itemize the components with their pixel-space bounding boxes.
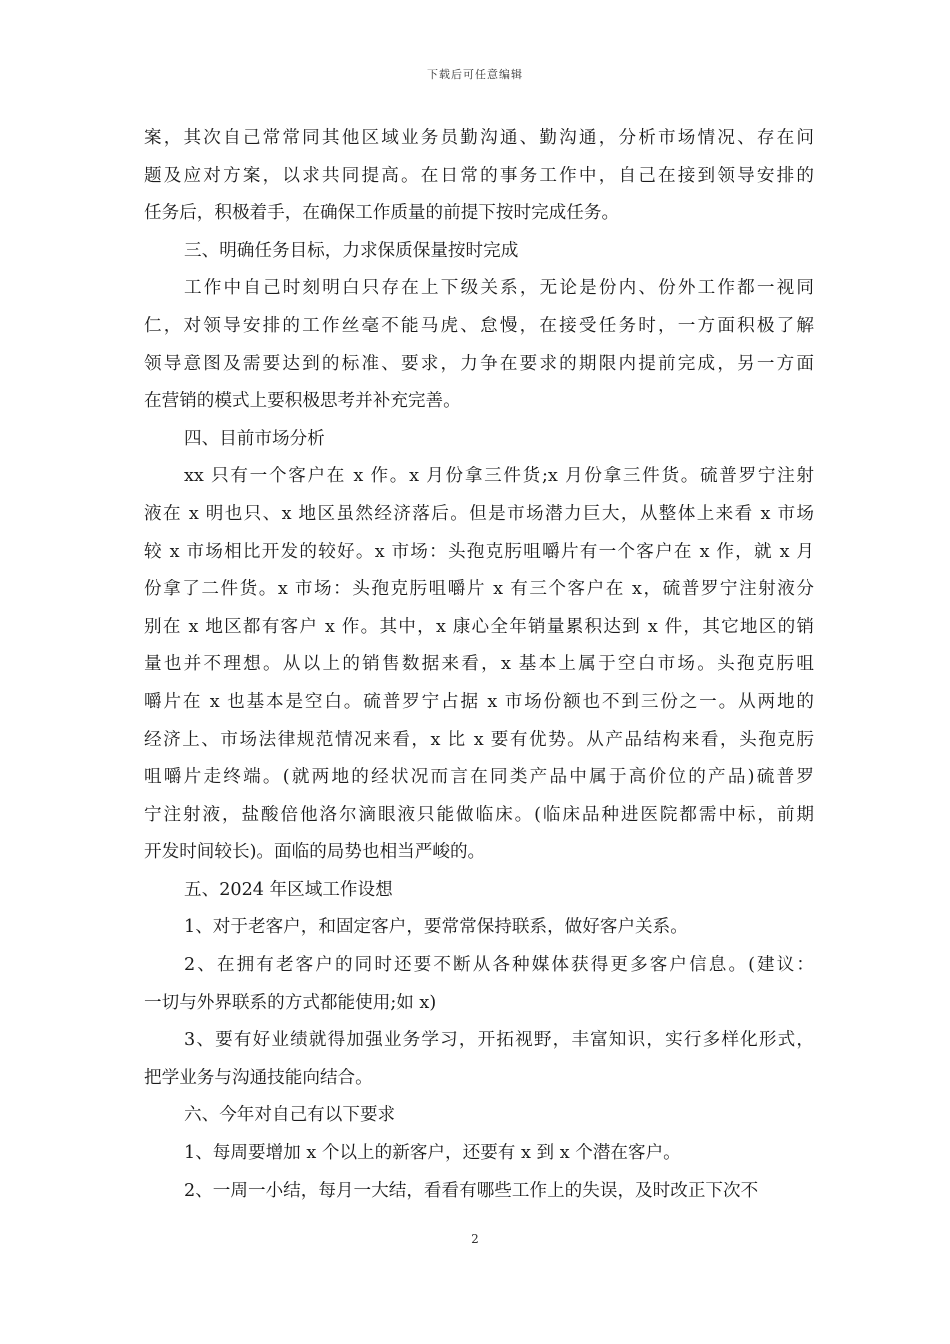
text-line: 工作中自己时刻明白只存在上下级关系，无论是份内、份外工作都一视同 (184, 278, 814, 299)
text-line: 一切与外界联系的方式都能使用;如 x) (144, 992, 437, 1013)
text-line: 任务后，积极着手，在确保工作质量的前提下按时完成任务。 (144, 203, 620, 224)
text-line: 四、目前市场分析 (184, 428, 325, 449)
text-line: 3、要有好业绩就得加强业务学习，开拓视野，丰富知识，实行多样化形式， (184, 1030, 814, 1051)
page-header: 下载后可任意编辑 (427, 68, 523, 81)
text-line: 量也并不理想。从以上的销售数据来看，x 基本上属于空白市场。头孢克肟咀 (144, 654, 814, 675)
text-line: 经济上、市场法律规范情况来看，x 比 x 要有优势。从产品结构来看，头孢克肟 (144, 729, 814, 750)
text-line: 液在 x 明也只、x 地区虽然经济落后。但是市场潜力巨大，从整体上来看 x 市场 (144, 503, 814, 524)
text-line: 宁注射液，盐酸倍他洛尔滴眼液只能做临床。(临床品种进医院都需中标，前期 (144, 804, 814, 825)
text-line: 较 x 市场相比开发的较好。x 市场：头孢克肟咀嚼片有一个客户在 x 作，就 x 月 (144, 541, 814, 562)
document-body (144, 120, 814, 1210)
text-line: 五、2024 年区域工作设想 (184, 879, 393, 900)
text-line: 把学业务与沟通技能向结合。 (144, 1067, 373, 1088)
text-line: 题及应对方案，以求共同提高。在日常的事务工作中，自己在接到领导安排的 (144, 165, 814, 186)
text-line: 三、明确任务目标，力求保质保量按时完成 (184, 240, 519, 261)
text-line: 开发时间较长)。面临的局势也相当严峻的。 (144, 842, 486, 863)
text-line: 嚼片在 x 也基本是空白。硫普罗宁占据 x 市场份额也不到三份之一。从两地的 (144, 691, 814, 712)
text-line: 1、对于老客户，和固定客户，要常常保持联系，做好客户关系。 (184, 917, 688, 938)
text-line: 份拿了二件货。x 市场：头孢克肟咀嚼片 x 有三个客户在 x，硫普罗宁注射液分 (144, 579, 814, 600)
page-number: 2 (471, 1232, 479, 1246)
text-line: 1、每周要增加 x 个以上的新客户，还要有 x 到 x 个潜在客户。 (184, 1143, 681, 1164)
text-line: 咀嚼片走终端。(就两地的经状况而言在同类产品中属于高价位的产品)硫普罗 (144, 767, 814, 788)
text-line: 2、在拥有老客户的同时还要不断从各种媒体获得更多客户信息。(建议： (184, 955, 814, 976)
text-line: 六、今年对自己有以下要求 (184, 1105, 396, 1126)
text-line: xx 只有一个客户在 x 作。x 月份拿三件货;x 月份拿三件货。硫普罗宁注射 (184, 466, 814, 487)
text-line: 领导意图及需要达到的标准、要求，力争在要求的期限内提前完成，另一方面 (144, 353, 814, 374)
text-line: 2、一周一小结，每月一大结，看看有哪些工作上的失误，及时改正下次不 (184, 1180, 759, 1201)
text-line: 在营销的模式上要积极思考并补充完善。 (144, 391, 461, 412)
text-line: 仁，对领导安排的工作丝毫不能马虎、怠慢，在接受任务时，一方面积极了解 (144, 315, 814, 336)
text-line: 别在 x 地区都有客户 x 作。其中，x 康心全年销量累积达到 x 件，其它地区的销 (144, 616, 814, 637)
text-line: 案，其次自己常常同其他区域业务员勤沟通、勤沟通，分析市场情况、存在问 (144, 128, 814, 148)
